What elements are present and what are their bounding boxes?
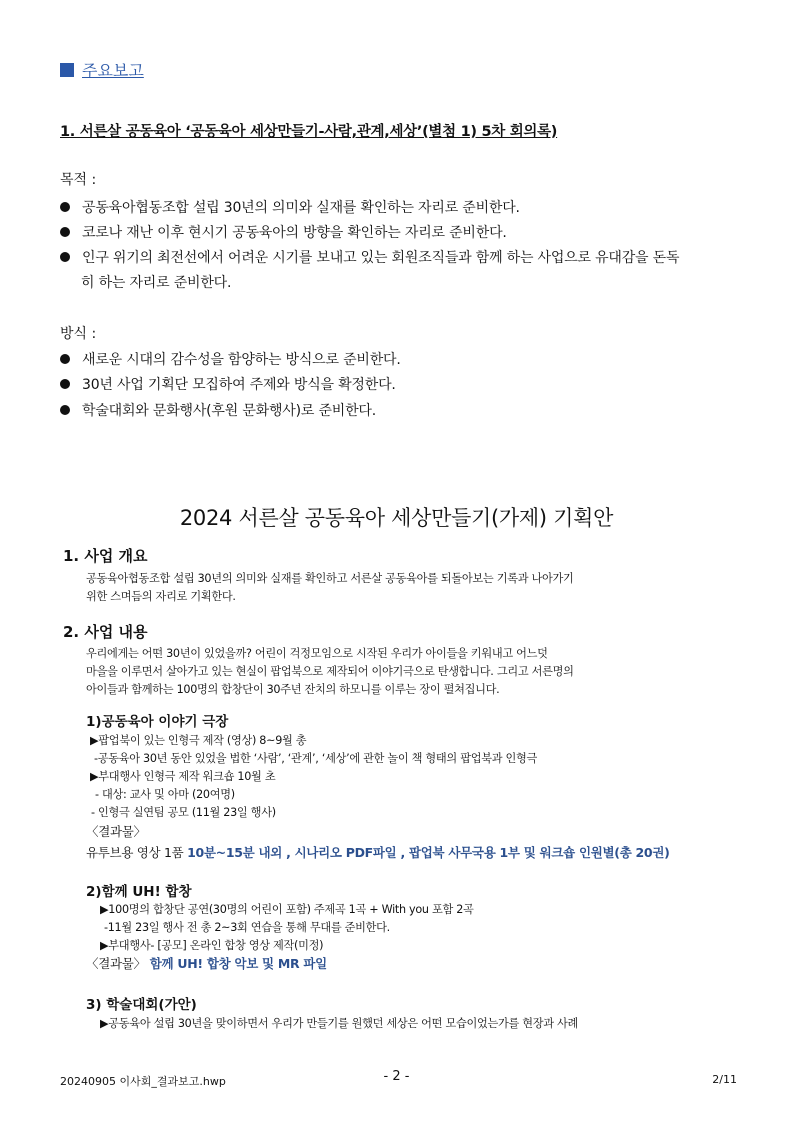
chorus-result: 〈결과물〉 함께 UH! 합창 악보 및 MR 파일 xyxy=(86,956,327,971)
theater-line: ▶부대행사 인형극 제작 워크숍 10월 초 xyxy=(90,770,276,783)
purpose-item: 코로나 재난 이후 현시기 공동육아의 방향을 확인하는 자리로 준비한다. xyxy=(60,222,507,242)
method-item: 새로운 시대의 감수성을 함양하는 방식으로 준비한다. xyxy=(60,349,401,369)
sub-heading-theater: 1)공동육아 이야기 극장 xyxy=(86,714,229,730)
section-header xyxy=(60,58,144,81)
method-item: 30년 사업 기획단 모집하여 주제와 방식을 확정한다. xyxy=(60,374,396,394)
bullet-icon xyxy=(60,252,70,262)
method-item: 학술대회와 문화행사(후원 문화행사)로 준비한다. xyxy=(60,400,376,420)
theater-result-highlight: 10분~15분 내외 , 시나리오 PDF파일 , 팝업북 사무국용 1부 및 워크숍 인원별(총 20권) xyxy=(187,845,670,860)
chorus-result-highlight: 함께 UH! 합창 악보 및 MR 파일 xyxy=(145,956,327,971)
theater-line: -공동육아 30년 동안 있었을 법한 ‘사람’, ‘관계’, ‘세상’에 관한 놀이 책 형태의 팝업북과 인형극 xyxy=(94,752,537,765)
bullet-icon xyxy=(60,379,70,389)
footer-filename: 20240905 이사회_결과보고.hwp xyxy=(60,1075,226,1088)
sub-heading-chorus: 2)함께 UH! 합창 xyxy=(86,884,192,900)
section-header-title: 주요보고 xyxy=(82,61,144,80)
bullet-icon xyxy=(60,405,70,415)
overview-heading: 1. 사업 개요 xyxy=(63,547,148,565)
theater-result-label: 〈결과물〉 xyxy=(86,824,146,839)
theater-line: ▶팝업북이 있는 인형극 제작 (영상) 8~9월 총 xyxy=(90,734,307,747)
purpose-label: 목적 : xyxy=(60,172,97,188)
symposium-line: ▶공동육아 설립 30년을 맞이하면서 우리가 만들기를 원했던 세상은 어떤 모습이었는가를 현장과 사례 xyxy=(100,1017,579,1030)
chorus-line: -11월 23일 행사 전 총 2~3회 연습을 통해 무대를 준비한다. xyxy=(104,921,390,934)
report-item-heading: 1. 서른살 공동육아 ‘공동육아 세상만들기-사람,관계,세상’(별첨 1) 5차 회의록) xyxy=(60,124,558,140)
overview-line: 위한 스며듬의 자리로 기획한다. xyxy=(86,590,236,603)
theater-result: 유투브용 영상 1품 10분~15분 내외 , 시나리오 PDF파일 , 팝업북 사무국용 1부 및 워크숍 인원별(총 20권) xyxy=(86,845,670,860)
content-line: 우리에게는 어떤 30년이 있었을까? 어린이 걱정모임으로 시작된 우리가 아이들을 키워내고 어느덧 xyxy=(86,647,548,660)
purpose-item: 공동육아협동조합 설립 30년의 의미와 실재를 확인하는 자리로 준비한다. xyxy=(60,197,520,217)
content-line: 마을을 이루면서 살아가고 있는 현실이 팝업북으로 제작되어 이야기극으로 탄생합니다. 그리고 서른명의 xyxy=(86,665,574,678)
square-bullet-icon xyxy=(60,63,74,77)
sub-heading-symposium: 3) 학술대회(가안) xyxy=(86,997,197,1013)
content-heading: 2. 사업 내용 xyxy=(63,623,148,641)
overview-line: 공동육아협동조합 설립 30년의 의미와 실재를 확인하고 서른살 공동육아를 되돌아보는 기록과 나아가기 xyxy=(86,572,574,585)
bullet-icon xyxy=(60,202,70,212)
theater-line: - 대상: 교사 및 아마 (20여명) xyxy=(95,788,235,801)
theater-line: - 인형극 실연팀 공모 (11월 23일 행사) xyxy=(91,806,276,819)
purpose-item: 인구 위기의 최전선에서 어려운 시기를 보내고 있는 회원조직들과 함께 하는 사업으로 유대감을 돈독 xyxy=(60,247,679,267)
content-line: 아이들과 함께하는 100명의 합창단이 30주년 잔치의 하모니를 이루는 장이 펼쳐집니다. xyxy=(86,683,500,696)
plan-title: 2024 서른살 공동육아 세상만들기(가제) 기획안 xyxy=(179,506,614,530)
chorus-line: ▶부대행사- [공모] 온라인 합창 영상 제작(미정) xyxy=(100,939,324,952)
bullet-icon xyxy=(60,354,70,364)
purpose-item-continued: 히 하는 자리로 준비한다. xyxy=(81,275,232,291)
bullet-icon xyxy=(60,227,70,237)
method-label: 방식 : xyxy=(60,326,97,342)
footer-page-count: 2/11 xyxy=(712,1073,737,1086)
footer-page-center: - 2 - xyxy=(383,1069,410,1084)
chorus-line: ▶100명의 합창단 공연(30명의 어린이 포함) 주제곡 1곡 + With you 포함 2곡 xyxy=(100,903,474,916)
